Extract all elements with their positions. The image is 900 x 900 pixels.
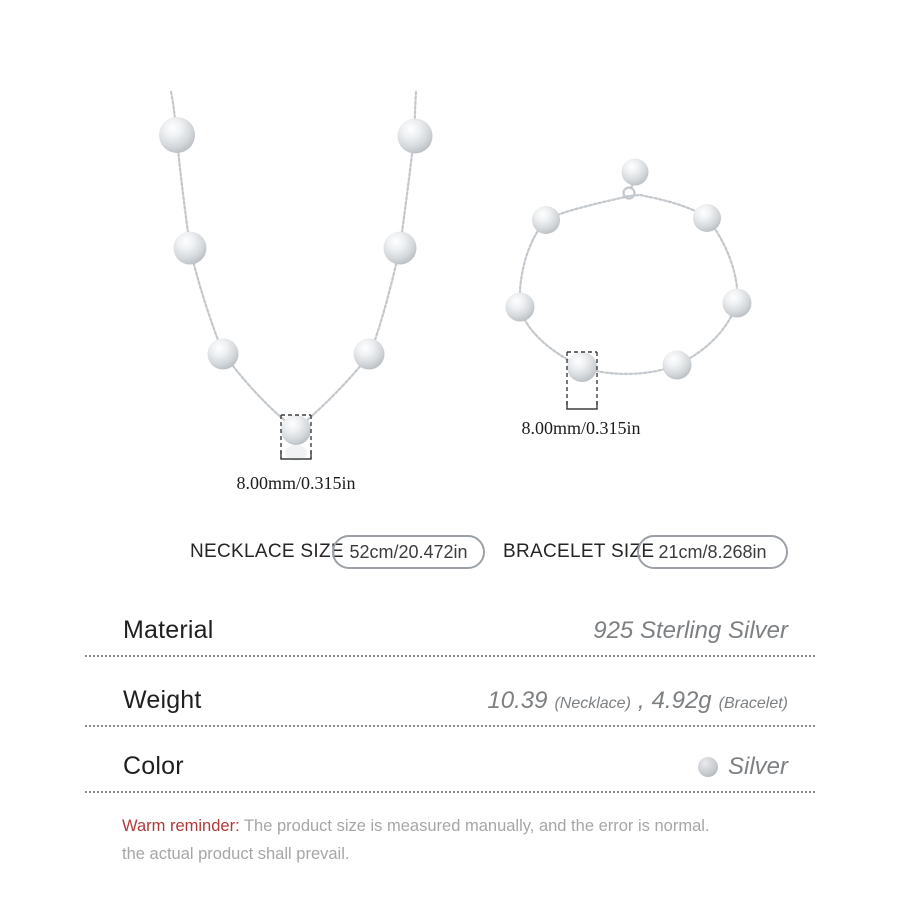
reminder-line1-text: The product size is measured manually, and the error is normal. [243, 817, 710, 835]
weight-label: Weight [123, 686, 202, 714]
necklace-size-value-pill: 52cm/20.472in [332, 535, 485, 569]
spec-table [85, 591, 815, 793]
material-value: 925 Sterling Silver [593, 617, 788, 644]
necklace-chain [171, 92, 416, 427]
bracelet-size-value-pill: 21cm/8.268in [637, 535, 788, 569]
reminder-line2: the actual product shall prevail. [122, 845, 350, 863]
necklace-size-heading: NECKLACE SIZE [190, 541, 344, 562]
necklace-pearl-size-label: 8.00mm/0.315in [236, 473, 356, 493]
color-value-text: Silver [727, 753, 788, 780]
weight-necklace-note: (Necklace) [554, 695, 631, 712]
bracelet-pearl-size-label: 8.00mm/0.315in [521, 418, 641, 438]
weight-bracelet-value: 4.92g [651, 687, 712, 714]
material-label: Material [123, 616, 214, 644]
weight-separator: , [637, 687, 645, 714]
bracelet-size-heading: BRACELET SIZE [503, 541, 655, 562]
bracelet-pearls [506, 159, 752, 383]
spec-row-material [85, 591, 815, 657]
spec-row-color [85, 727, 815, 793]
warm-reminder [122, 812, 802, 868]
necklace-illustration [159, 92, 433, 461]
weight-value [487, 687, 788, 715]
bracelet-illustration [506, 159, 752, 410]
color-label: Color [123, 752, 184, 780]
silver-swatch-icon [698, 757, 718, 777]
reminder-line1 [122, 812, 802, 840]
weight-necklace-value: 10.39 [487, 687, 548, 714]
spec-row-weight [85, 657, 815, 727]
color-value [698, 753, 788, 781]
reminder-label: Warm reminder: [122, 817, 240, 835]
weight-bracelet-note: (Bracelet) [718, 695, 788, 712]
